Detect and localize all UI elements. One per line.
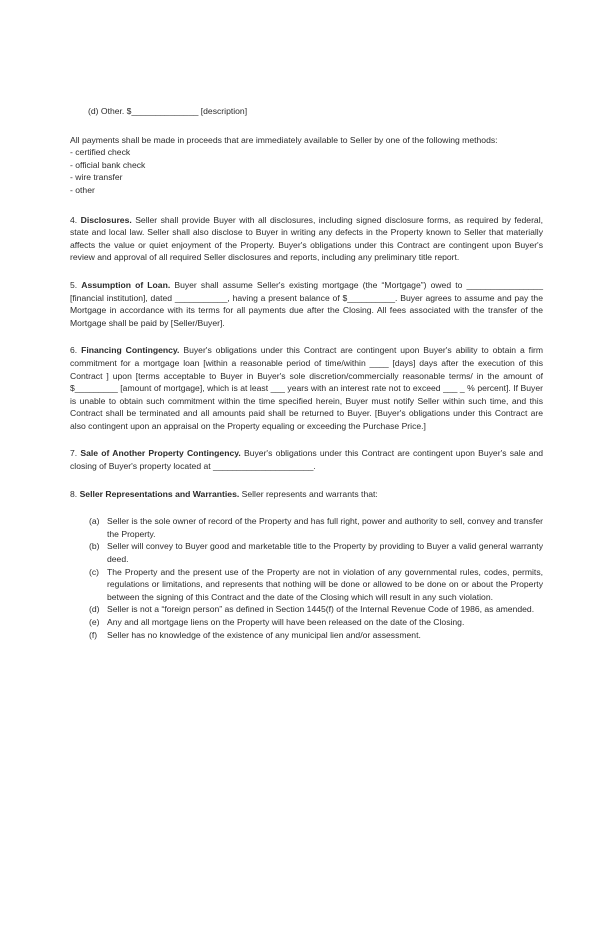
spacer <box>70 473 543 488</box>
list-item <box>70 616 543 629</box>
payment-option-d: (d) Other. $______________ [description] <box>88 106 248 116</box>
section-8-seller-representations-and-warranties <box>70 488 543 501</box>
section-8-number: 8. <box>70 488 78 499</box>
section-6-number: 6. <box>70 345 78 356</box>
section-4-heading: Disclosures. <box>80 214 132 225</box>
section-8-heading: Seller Representations and Warranties. <box>79 488 240 499</box>
section-7-heading: Sale of Another Property Contingency. <box>80 448 241 459</box>
section-4-disclosures <box>70 214 543 264</box>
list-item-text: Seller is not a “foreign person” as defined in Section 1445(f) of the Internal Revenue Code of 1986, as amended. <box>107 604 535 615</box>
section-5-number: 5. <box>70 279 78 290</box>
list-item <box>70 629 543 642</box>
list-item-text: Seller is the sole owner of record of the Property and has full right, power and authority to sell, convey and transfer the Property. <box>107 516 543 539</box>
payments-intro: All payments shall be made in proceeds that are immediately available to Seller by one of the following methods: <box>70 134 498 145</box>
list-item <box>70 566 543 604</box>
spacer <box>70 329 543 344</box>
payment-method-certified-check: - certified check <box>70 147 131 158</box>
section-5-body: Buyer shall assume Seller's existing mortgage (the “Mortgage”) owed to ________________ [financial institution], dated ___________, having a present balance of $__________. Buyer agrees to assume and pay the Mortgage in accordance with its terms for all payments due after the Closing. All fees associated with the transfer of the Mortgage shall be paid by [Seller/Buyer]. <box>70 279 543 328</box>
list-item <box>70 540 543 565</box>
spacer <box>70 432 543 447</box>
list-item <box>70 515 543 540</box>
warranties-list <box>70 515 543 641</box>
section-6-body: Buyer's obligations under this Contract are contingent upon Buyer's ability to obtain a firm commitment for a mortgage loan [within a reasonable period of time/within ____ [days] days after the execution of this Contract ] upon [terms acceptable to Buyer in Buyer's sole discretion/commercially reasonable terms/ in the amount of $_________ [amount of mortgage], which is at least ___ years with an interest rate not to exceed ___ _ % percent]. If Buyer is unable to obtain such commitment within the time specified herein, Buyer must notify Seller within such time, and this Contract shall be terminated and all amounts paid shall be returned to Buyer. [Buyer's obligations under this Contract are also contingent upon an appraisal on the Property equaling or exceeding the Purchase Price.] <box>70 345 543 431</box>
list-item-marker: (e) <box>89 617 100 627</box>
spacer <box>70 197 543 214</box>
section-4-number: 4. <box>70 214 78 225</box>
list-item <box>70 603 543 616</box>
list-item-marker: (b) <box>89 541 100 552</box>
spacer <box>70 118 543 134</box>
list-item-marker: (c) <box>89 566 100 577</box>
section-5-assumption-of-loan <box>70 279 543 329</box>
list-item-text: Seller will convey to Buyer good and marketable title to the Property by providing to Buyer a valid general warranty deed. <box>107 541 543 565</box>
spacer <box>70 264 543 279</box>
section-7-body: Buyer's obligations under this Contract are contingent upon Buyer's sale and closing of Buyer's property located at _____________________. <box>70 448 544 472</box>
section-7-number: 7. <box>70 448 78 459</box>
payment-method-wire-transfer: - wire transfer <box>70 172 123 183</box>
list-item-marker: (a) <box>89 516 100 527</box>
list-item-marker: (f) <box>89 629 98 640</box>
list-item-text: Any and all mortgage liens on the Property will have been released on the date of the Closing. <box>107 617 465 627</box>
document-content <box>70 105 543 641</box>
list-item-marker: (d) <box>89 604 100 615</box>
list-item-text: Seller has no knowledge of the existence of any municipal lien and/or assessment. <box>107 629 421 640</box>
section-7-sale-of-another-property-contingency <box>70 447 543 472</box>
section-5-heading: Assumption of Loan. <box>81 279 171 290</box>
spacer <box>70 500 543 515</box>
list-item-text: The Property and the present use of the Property are not in violation of any governmental rules, codes, permits, regulations or limitations, and represents that nothing will be done or allowed to be done on or about the Property between the signing of this Contract and the date of the Closing which will result in any such violation. <box>107 566 543 602</box>
section-8-body: Seller represents and warrants that: <box>239 488 378 499</box>
payment-method-other: - other <box>70 184 95 195</box>
section-6-financing-contingency <box>70 344 543 432</box>
payment-method-official-bank-check: - official bank check <box>70 159 146 170</box>
section-4-body: Seller shall provide Buyer with all disclosures, including signed disclosure forms, as required by federal, state and local law. Seller shall also disclose to Buyer in writing any defects in the Property known to Seller that materially affects the value or quiet enjoyment of the Property. Buyer's obligations under this Contract are contingent upon Buyer's review and approval of all required Seller disclosures and reports, including any preliminary title report. <box>70 214 544 263</box>
section-6-heading: Financing Contingency. <box>81 345 180 356</box>
